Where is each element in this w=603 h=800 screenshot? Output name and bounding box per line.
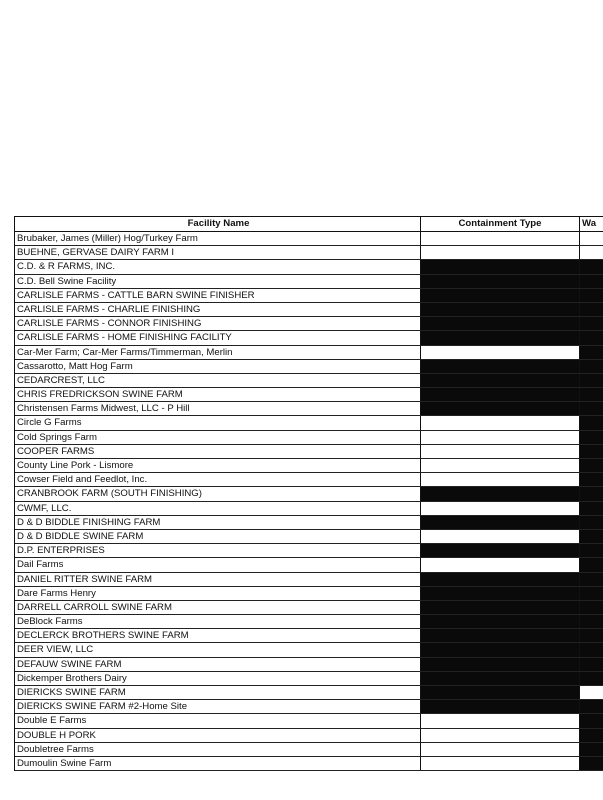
facility-name-cell: Cold Springs Farm (15, 431, 421, 444)
facility-name-cell: DANIEL RITTER SWINE FARM (15, 573, 421, 586)
table-row (15, 601, 603, 615)
table-row (15, 558, 603, 572)
facility-name-cell: DEFAUW SWINE FARM (15, 658, 421, 671)
table-row (15, 573, 603, 587)
containment-type-cell (421, 757, 580, 770)
facility-name-cell: DeBlock Farms (15, 615, 421, 628)
containment-type-cell (421, 388, 580, 401)
table-row (15, 431, 603, 445)
containment-type-cell (421, 416, 580, 429)
facility-name-cell: CWMF, LLC. (15, 502, 421, 515)
facility-name-cell: DEER VIEW, LLC (15, 643, 421, 656)
third-column-cell (580, 346, 603, 359)
facility-name-cell: County Line Pork - Lismore (15, 459, 421, 472)
third-column-cell (580, 331, 603, 344)
third-column-cell (580, 757, 603, 770)
facility-name-cell: D & D BIDDLE SWINE FARM (15, 530, 421, 543)
containment-type-cell (421, 317, 580, 330)
table-row (15, 275, 603, 289)
third-column-cell (580, 275, 603, 288)
facility-name-cell: CARLISLE FARMS - CONNOR FINISHING (15, 317, 421, 330)
table-row (15, 530, 603, 544)
third-column-cell (580, 573, 603, 586)
third-column-cell (580, 658, 603, 671)
table-row (15, 743, 603, 757)
third-column-cell (580, 558, 603, 571)
containment-type-cell (421, 402, 580, 415)
third-column-cell (580, 743, 603, 756)
table-row (15, 360, 603, 374)
containment-type-cell (421, 672, 580, 685)
table-row (15, 516, 603, 530)
facility-name-cell: DIERICKS SWINE FARM #2-Home Site (15, 700, 421, 713)
table-row (15, 686, 603, 700)
containment-type-cell (421, 700, 580, 713)
third-column-cell (580, 601, 603, 614)
facility-name-cell: Dail Farms (15, 558, 421, 571)
table-row (15, 502, 603, 516)
facility-name-cell: Circle G Farms (15, 416, 421, 429)
table-row (15, 700, 603, 714)
facility-name-cell: D.P. ENTERPRISES (15, 544, 421, 557)
third-column-cell (580, 431, 603, 444)
facility-name-cell: COOPER FARMS (15, 445, 421, 458)
table-row (15, 587, 603, 601)
table-row (15, 757, 603, 771)
containment-type-cell (421, 629, 580, 642)
header-containment-type: Containment Type (421, 217, 580, 231)
table-row (15, 473, 603, 487)
containment-type-cell (421, 516, 580, 529)
facility-name-cell: Brubaker, James (Miller) Hog/Turkey Farm (15, 232, 421, 245)
containment-type-cell (421, 289, 580, 302)
containment-type-cell (421, 459, 580, 472)
facility-name-cell: C.D. & R FARMS, INC. (15, 260, 421, 273)
third-column-cell (580, 289, 603, 302)
containment-type-cell (421, 743, 580, 756)
facility-name-cell: D & D BIDDLE FINISHING FARM (15, 516, 421, 529)
facility-name-cell: CHRIS FREDRICKSON SWINE FARM (15, 388, 421, 401)
facility-table (14, 216, 603, 771)
table-row (15, 615, 603, 629)
containment-type-cell (421, 544, 580, 557)
table-row (15, 672, 603, 686)
third-column-cell (580, 459, 603, 472)
facility-name-cell: CARLISLE FARMS - CHARLIE FINISHING (15, 303, 421, 316)
facility-name-cell: Cassarotto, Matt Hog Farm (15, 360, 421, 373)
facility-name-cell: Dickemper Brothers Dairy (15, 672, 421, 685)
facility-name-cell: Double E Farms (15, 714, 421, 727)
table-row (15, 402, 603, 416)
table-row (15, 629, 603, 643)
table-row (15, 289, 603, 303)
third-column-cell (580, 643, 603, 656)
containment-type-cell (421, 331, 580, 344)
third-column-cell (580, 587, 603, 600)
facility-name-cell: DARRELL CARROLL SWINE FARM (15, 601, 421, 614)
table-row (15, 459, 603, 473)
third-column-cell (580, 615, 603, 628)
table-row (15, 714, 603, 728)
containment-type-cell (421, 346, 580, 359)
table-row (15, 487, 603, 501)
table-row (15, 303, 603, 317)
table-row (15, 388, 603, 402)
containment-type-cell (421, 587, 580, 600)
facility-name-cell: C.D. Bell Swine Facility (15, 275, 421, 288)
table-row (15, 544, 603, 558)
containment-type-cell (421, 303, 580, 316)
containment-type-cell (421, 643, 580, 656)
third-column-cell (580, 629, 603, 642)
third-column-cell (580, 686, 603, 699)
table-row (15, 643, 603, 657)
header-facility-name: Facility Name (15, 217, 421, 231)
third-column-cell (580, 402, 603, 415)
containment-type-cell (421, 275, 580, 288)
table-row (15, 374, 603, 388)
containment-type-cell (421, 714, 580, 727)
containment-type-cell (421, 558, 580, 571)
table-row (15, 246, 603, 260)
table-row (15, 260, 603, 274)
containment-type-cell (421, 573, 580, 586)
facility-name-cell: Christensen Farms Midwest, LLC - P Hill (15, 402, 421, 415)
third-column-cell (580, 502, 603, 515)
containment-type-cell (421, 502, 580, 515)
third-column-cell (580, 388, 603, 401)
third-column-cell (580, 416, 603, 429)
containment-type-cell (421, 431, 580, 444)
facility-name-cell: Cowser Field and Feedlot, Inc. (15, 473, 421, 486)
table-row (15, 658, 603, 672)
facility-name-cell: Dare Farms Henry (15, 587, 421, 600)
table-row (15, 445, 603, 459)
third-column-cell (580, 232, 603, 245)
third-column-cell (580, 303, 603, 316)
containment-type-cell (421, 729, 580, 742)
facility-name-cell: CEDARCREST, LLC (15, 374, 421, 387)
table-row (15, 232, 603, 246)
third-column-cell (580, 516, 603, 529)
containment-type-cell (421, 686, 580, 699)
third-column-cell (580, 487, 603, 500)
facility-name-cell: Doubletree Farms (15, 743, 421, 756)
facility-name-cell: DOUBLE H PORK (15, 729, 421, 742)
header-third-column: Wa (582, 218, 597, 229)
containment-type-cell (421, 445, 580, 458)
table-row (15, 346, 603, 360)
containment-type-cell (421, 615, 580, 628)
containment-type-cell (421, 260, 580, 273)
third-column-cell (580, 473, 603, 486)
third-column-cell (580, 714, 603, 727)
table-row (15, 317, 603, 331)
table-row (15, 331, 603, 345)
facility-name-cell: Car-Mer Farm; Car-Mer Farms/Timmerman, Merlin (15, 346, 421, 359)
third-column-cell (580, 700, 603, 713)
facility-name-cell: BUEHNE, GERVASE DAIRY FARM I (15, 246, 421, 259)
facility-name-cell: DIERICKS SWINE FARM (15, 686, 421, 699)
third-column-cell (580, 530, 603, 543)
containment-type-cell (421, 246, 580, 259)
facility-name-cell: CARLISLE FARMS - CATTLE BARN SWINE FINISHER (15, 289, 421, 302)
containment-type-cell (421, 232, 580, 245)
third-column-cell (580, 445, 603, 458)
table-header-row (15, 217, 603, 232)
third-column-cell (580, 544, 603, 557)
third-column-cell (580, 246, 603, 259)
containment-type-cell (421, 473, 580, 486)
containment-type-cell (421, 530, 580, 543)
containment-type-cell (421, 374, 580, 387)
third-column-cell (580, 374, 603, 387)
third-column-cell (580, 317, 603, 330)
table-row (15, 416, 603, 430)
containment-type-cell (421, 601, 580, 614)
facility-name-cell: Dumoulin Swine Farm (15, 757, 421, 770)
third-column-cell (580, 672, 603, 685)
containment-type-cell (421, 487, 580, 500)
facility-name-cell: CRANBROOK FARM (SOUTH FINISHING) (15, 487, 421, 500)
table-body (15, 232, 603, 771)
third-column-cell (580, 729, 603, 742)
containment-type-cell (421, 360, 580, 373)
facility-name-cell: CARLISLE FARMS - HOME FINISHING FACILITY (15, 331, 421, 344)
third-column-cell (580, 260, 603, 273)
facility-name-cell: DECLERCK BROTHERS SWINE FARM (15, 629, 421, 642)
table-row (15, 729, 603, 743)
third-column-cell (580, 360, 603, 373)
containment-type-cell (421, 658, 580, 671)
